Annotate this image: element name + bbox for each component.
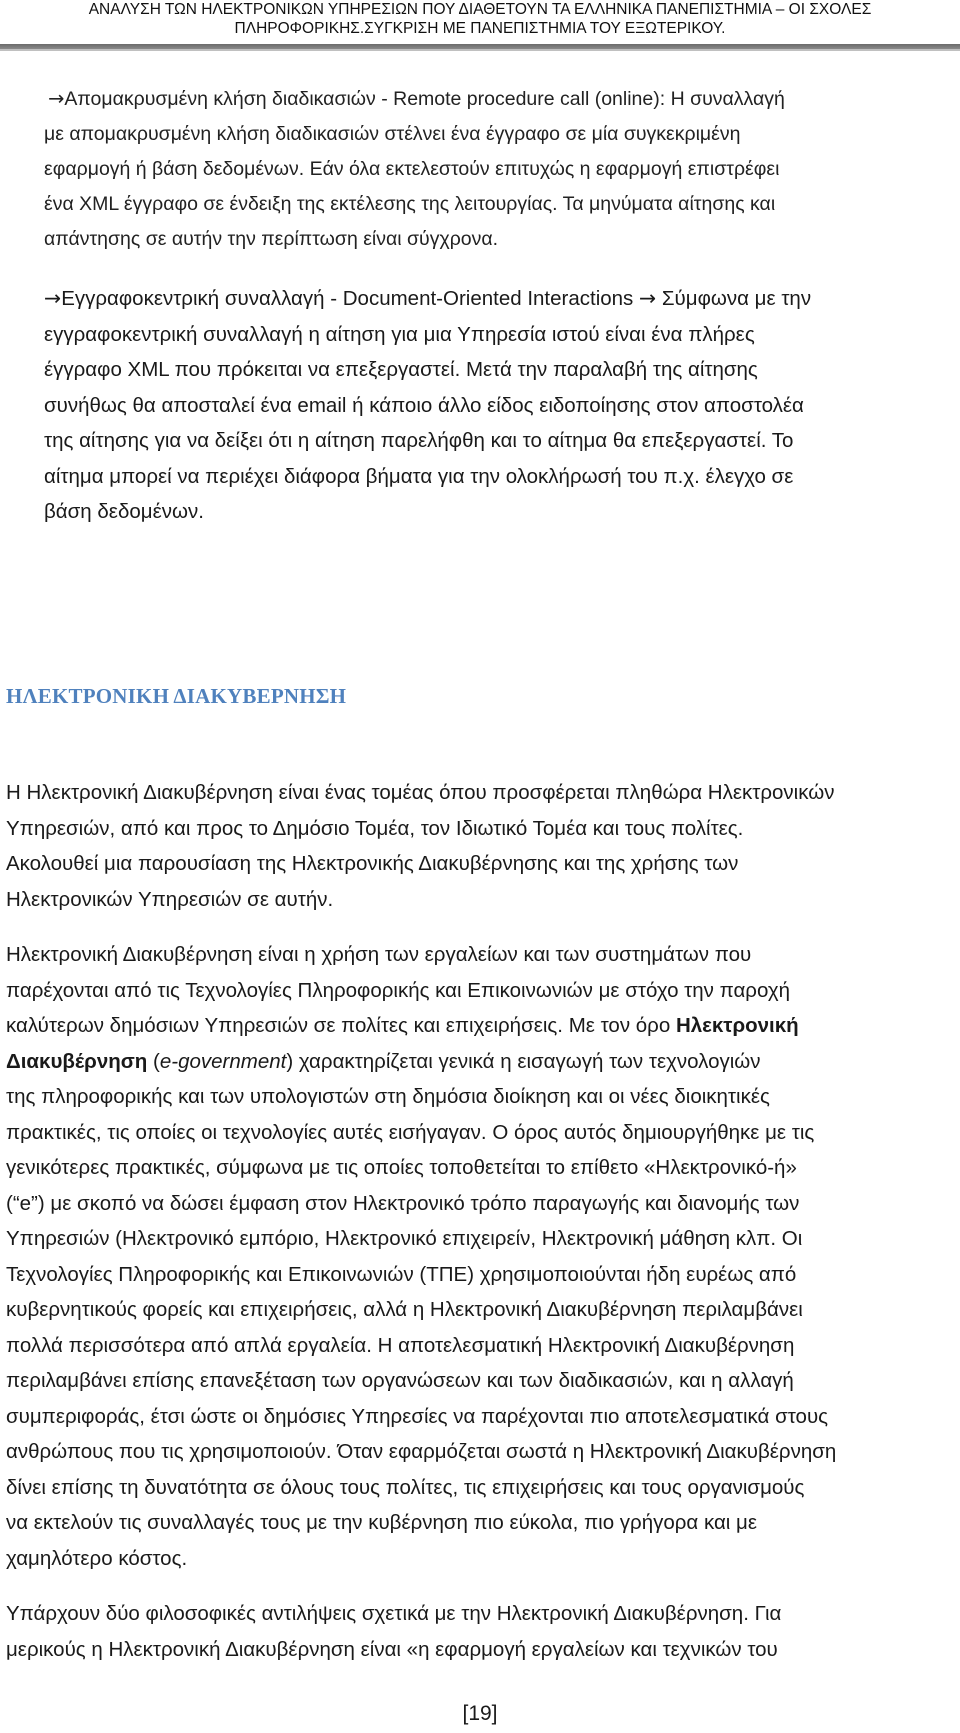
p2-line-8: (“e”) με σκοπό να δώσει έμφαση στον Ηλεκτρονικό τρόπο παραγωγής και διανομής των — [6, 1191, 800, 1215]
p1-line-4: Ηλεκτρονικών Υπηρεσιών σε αυτήν. — [6, 887, 334, 911]
right-arrow-icon: → — [48, 87, 65, 110]
running-header — [0, 0, 960, 50]
doc-line-2: εγγραφοκεντρική συναλλαγή η αίτηση για μια Υπηρεσία ιστού είναι ένα πλήρες — [44, 322, 755, 346]
doc-line-5: της αίτησης για να δείξει ότι η αίτηση παρελήφθη και το αίτημα θα επεξεργαστεί. Το — [44, 429, 794, 452]
p3-line-2: μερικούς η Ηλεκτρονική Διακυβέρνηση είναι «η εφαρμογή εργαλείων και τεχνικών του — [6, 1637, 778, 1661]
p2-line-7: γενικότερες πρακτικές, σύμφωνα με τις οποίες τοποθετείται το επίθετο «Ηλεκτρονικό-ή» — [6, 1156, 797, 1179]
egov-definition-paragraph — [6, 937, 956, 1576]
egov-philosophy-paragraph — [6, 1596, 956, 1667]
p2-line-6: πρακτικές, τις οποίες οι τεχνολογίες αυτές εισήγαγαν. Ο όρος αυτός δημιουργήθηκε με τις — [6, 1120, 815, 1144]
header-line-1: ΑΝΑΛΥΣΗ ΤΩΝ ΗΛΕΚΤΡΟΝΙΚΩΝ ΥΠΗΡΕΣΙΩΝ ΠΟΥ ΔΙΑΘΕΤΟΥΝ ΤΑ ΕΛΛΗΝΙΚΑ ΠΑΝΕΠΙΣΤΗΜΙΑ – ΟΙ ΣΧΟΛΕΣ — [88, 1, 872, 18]
p2-line-18: χαμηλότερο κόστος. — [6, 1546, 188, 1570]
term-italic: e-government — [159, 1049, 287, 1073]
p1-line-3: Ακολουθεί μια παρουσίαση της Ηλεκτρονικής Διακυβέρνησης και της χρήσης των — [6, 852, 739, 875]
p2-line-5: της πληροφορικής και των υπολογιστών στη δημόσια διοίκηση και οι νέες διοικητικές — [6, 1085, 770, 1108]
p2-line-3: καλύτερων δημόσιων Υπηρεσιών σε πολίτες και επιχειρήσεις. Με τον όρο Ηλεκτρονική — [6, 1014, 799, 1037]
p2-line-16: δίνει επίσης τη δυνατότητα σε όλους τους πολίτες, τις επιχειρήσεις και τους οργανισμούς — [6, 1475, 805, 1499]
p2-line-1: Ηλεκτρονική Διακυβέρνηση είναι η χρήση των εργαλείων και των συστημάτων που — [6, 943, 752, 966]
p2-line-11: κυβερνητικούς φορείς και επιχειρήσεις, αλλά η Ηλεκτρονική Διακυβέρνηση περιλαμβάνει — [6, 1298, 803, 1321]
p2-line-15: ανθρώπους που τις χρησιμοποιούν. Όταν εφαρμόζεται σωστά η Ηλεκτρονική Διακυβέρνηση — [6, 1440, 837, 1463]
p2-line-9: Υπηρεσιών (Ηλεκτρονικό εμπόριο, Ηλεκτρονικό επιχειρείν, Ηλεκτρονική μάθηση κλπ. Οι — [6, 1227, 803, 1250]
doc-line-7: βάση δεδομένων. — [44, 500, 204, 523]
p2-line-10: Τεχνολογίες Πληροφορικής και Επικοινωνιών (ΤΠΕ) χρησιμοποιούνται ήδη ευρέως από — [6, 1262, 797, 1286]
doc-line-1: →Εγγραφοκεντρική συναλλαγή - Document-Oriented Interactions → Σύμφωνα με την — [44, 286, 812, 310]
section-heading: ΗΛΕΚΤΡΟΝΙΚΗ ΔΙΑΚΥΒΕΡΝΗΣΗ — [6, 684, 347, 708]
rpc-line-5: απάντησης σε αυτήν την περίπτωση είναι σύγχρονα. — [44, 228, 499, 250]
p1-line-2: Υπηρεσιών, από και προς το Δημόσιο Τομέα, τον Ιδιωτικό Τομέα και τους πολίτες. — [6, 816, 744, 840]
p2-line-14: συμπεριφοράς, έτσι ώστε οι δημόσιες Υπηρεσίες να παρέχονται πιο αποτελεσματικά στους — [6, 1404, 829, 1428]
rpc-line-1: →Απομακρυσμένη κλήση διαδικασιών - Remote procedure call (online): Η συναλλαγή — [48, 87, 785, 110]
right-arrow-icon: → — [44, 286, 62, 310]
header-rule-shadow — [0, 49, 960, 51]
p2-line-12: πολλά περισσότερα από απλά εργαλεία. Η αποτελεσματική Ηλεκτρονική Διακυβέρνηση — [6, 1333, 795, 1357]
rpc-line-3: εφαρμογή ή βάση δεδομένων. Εάν όλα εκτελεστούν επιτυχώς η εφαρμογή επιστρέφει — [44, 158, 780, 180]
p2-line-17: να εκτελούν τις συναλλαγές τους με την κυβέρνηση πιο εύκολα, πιο γρήγορα και με — [6, 1511, 758, 1534]
rpc-line-2: με απομακρυσμένη κλήση διαδικασιών στέλνει ένα έγγραφο σε μία συγκεκριμένη — [44, 123, 741, 145]
egov-intro-paragraph — [6, 775, 956, 917]
p2-line-13: περιλαμβάνει επίσης επανεξέταση των οργανώσεων και των διαδικασιών, και η αλλαγή — [6, 1369, 794, 1392]
doc-line-4: συνήθως θα αποσταλεί ένα email ή κάποιο άλλο είδος ειδοποίησης στον αποστολέα — [44, 393, 804, 417]
p2-line-2: παρέχονται από τις Τεχνολογίες Πληροφορικής και Επικοινωνιών με στόχο την παροχή — [6, 978, 790, 1002]
page-number: [19] — [462, 1702, 498, 1725]
p1-line-1: Η Ηλεκτρονική Διακυβέρνηση είναι ένας τομέας όπου προσφέρεται πληθώρα Ηλεκτρονικών — [6, 781, 835, 804]
doc-paragraph — [44, 281, 944, 530]
rpc-paragraph — [0, 81, 960, 257]
doc-line-3: έγγραφο XML που πρόκειται να επεξεργαστεί. Μετά την παραλαβή της αίτησης — [44, 358, 758, 381]
term-bold: Ηλεκτρονική — [675, 1014, 799, 1037]
header-line-2: ΠΛΗΡΟΦΟΡΙΚΗΣ.ΣΥΓΚΡΙΣΗ ΜΕ ΠΑΝΕΠΙΣΤΗΜΙΑ ΤΟΥ ΕΞΩΤΕΡΙΚΟΥ. — [234, 20, 726, 37]
p2-line-4: Διακυβέρνηση (e-government) χαρακτηρίζεται γενικά η εισαγωγή των τεχνολογιών — [6, 1049, 761, 1073]
p3-line-1: Υπάρχουν δύο φιλοσοφικές αντιλήψεις σχετικά με την Ηλεκτρονική Διακυβέρνηση. Για — [6, 1602, 782, 1625]
rpc-line-4: ένα XML έγγραφο σε ένδειξη της εκτέλεσης της λειτουργίας. Τα μηνύματα αίτησης και — [44, 193, 776, 215]
right-arrow-icon: → — [639, 286, 657, 310]
term-bold: Διακυβέρνηση — [6, 1049, 148, 1073]
doc-line-6: αίτημα μπορεί να περιέχει διάφορα βήματα για την ολοκλήρωσή του π.χ. έλεγχο σε — [44, 464, 794, 488]
